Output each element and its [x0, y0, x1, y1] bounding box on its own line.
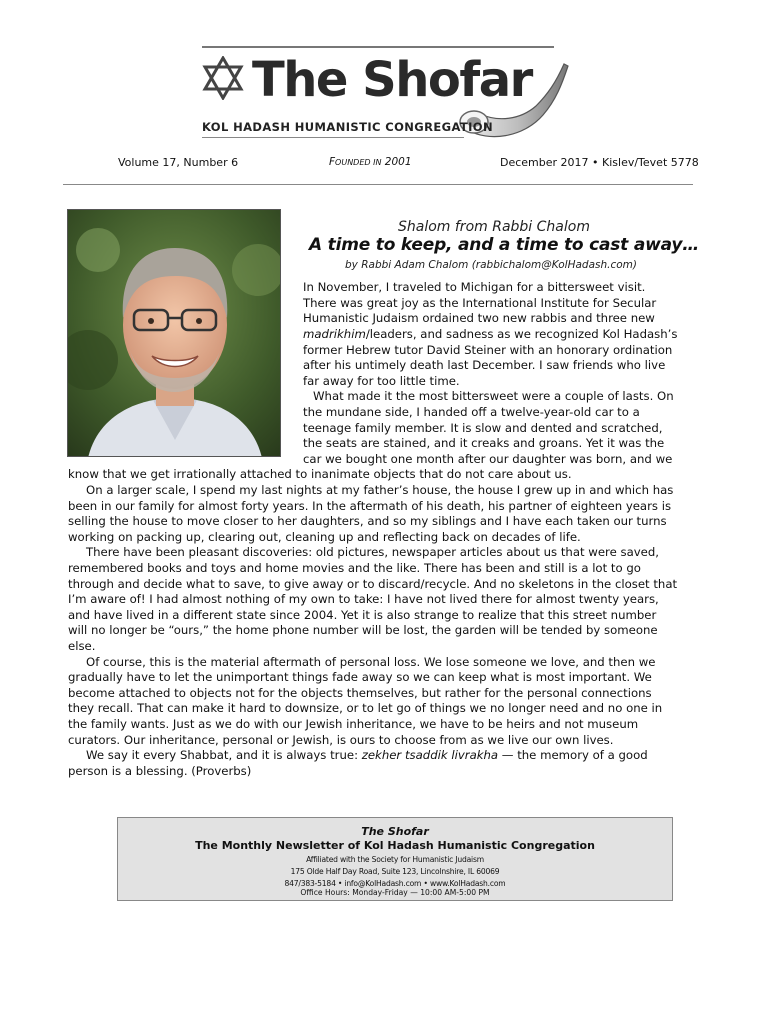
body-line: Humanistic Judaism ordained two new rabbis and three new — [303, 311, 655, 325]
article-byline: by Rabbi Adam Chalom (rabbichalom@KolHadash.com) — [345, 259, 638, 271]
body-line-text: We say it every Shabbat, and it is always true: — [86, 748, 362, 762]
body-line-text: — the memory of a good — [498, 748, 648, 762]
footer-contact: 847/383-5184 • info@KolHadash.com • www.KolHadash.com — [284, 879, 506, 888]
issue-founded — [329, 156, 412, 168]
body-line: car we bought one month after our daughter was born, and we — [303, 452, 673, 466]
body-line: far away for too little time. — [303, 374, 460, 388]
founded-part-b: OUNDED IN — [335, 158, 382, 167]
body-line: the mundane side, I handed off a twelve-year-old car to a — [303, 405, 640, 419]
body-line: will no longer be “ours,” the home phone number will be lost, the garden will be tended by someone — [68, 623, 658, 637]
body-line: There have been pleasant discoveries: old pictures, newspaper articles about us that were saved, — [86, 545, 659, 559]
body-line: teenage family member. It is slow and dented and scratched, — [303, 421, 663, 435]
body-line: been in our family for almost forty years. In the aftermath of his death, his partner of eighteen years is — [68, 499, 672, 513]
footer-name: The Shofar — [361, 825, 429, 838]
body-line: the family wants. Just as we do with our Jewish inheritance, we have to be heirs and not museum — [68, 717, 639, 731]
header-divider — [63, 184, 693, 185]
body-line: curators. Our inheritance, personal or Jewish, is ours to choose from as we live our own lives. — [68, 733, 614, 747]
masthead — [200, 42, 570, 152]
body-line: gradually have to let the unimportant things fade away so we can keep what is most important. We — [68, 670, 652, 684]
body-line: There was great joy as the International Institute for Secular — [303, 296, 657, 310]
body-line: What made it the most bittersweet were a couple of lasts. On — [313, 389, 674, 403]
body-line: become attached to objects not for the objects themselves, but rather for the personal connections — [68, 686, 652, 700]
masthead-subtitle: KOL HADASH HUMANISTIC CONGREGATION — [202, 120, 494, 134]
body-line — [86, 748, 648, 763]
body-line: else. — [68, 639, 96, 653]
zekher-phrase: zekher tsaddik livrakha — [361, 748, 499, 762]
founded-part-a: F — [329, 156, 336, 168]
article-headline: A time to keep, and a time to cast away… — [309, 235, 700, 255]
body-line: selling the house to move closer to her daughters, and so my siblings and I have each taken our turns — [68, 514, 667, 528]
footer-hours: Office Hours: Monday-Friday — 10:00 AM-5:00 PM — [300, 888, 490, 897]
footer-tagline: The Monthly Newsletter of Kol Hadash Humanistic Congregation — [195, 839, 595, 852]
footer-address: 175 Olde Half Day Road, Suite 123, Lincolnshire, IL 60069 — [290, 867, 500, 876]
body-line: through and decide what to save, to give away or to discard/recycle. And no skeletons in the closet that — [68, 577, 678, 591]
article-kicker: Shalom from Rabbi Chalom — [398, 219, 590, 235]
body-line: the seats are stained, and it creaks and groans. Yet it was the — [303, 436, 665, 450]
body-line: they recall. That can make it hard to downsize, or to let go of things we no longer need and no one in — [68, 701, 663, 715]
masthead-top-rule — [202, 46, 554, 48]
madrikhim-term: madrikhim — [303, 327, 366, 341]
newsletter-footer-box — [117, 817, 673, 901]
masthead-bottom-rule — [202, 137, 464, 138]
body-line — [303, 327, 677, 342]
body-line: know that we get irrationally attached to inanimate objects that do not care about us. — [68, 467, 572, 481]
body-line-text: /leaders, and sadness as we recognized Kol Hadash’s — [365, 327, 678, 341]
shofar-horn-icon — [428, 60, 573, 152]
body-line: Of course, this is the material aftermath of personal loss. We lose someone we love, and then we — [86, 655, 656, 669]
founded-part-c: 2001 — [381, 156, 412, 168]
body-line: I’m aware of! I had almost nothing of my own to take: I have not lived there for almost twenty years, — [68, 592, 659, 606]
rabbi-portrait-photo — [67, 209, 281, 457]
body-line: former Hebrew tutor David Steiner with an honorary ordination — [303, 343, 673, 357]
issue-volume: Volume 17, Number 6 — [118, 156, 239, 169]
body-line: working on packing up, clearing out, cleaning up and reflecting back on decades of life. — [68, 530, 581, 544]
body-line: In November, I traveled to Michigan for a bittersweet visit. — [303, 280, 646, 294]
masthead-title: The Shofar — [252, 52, 532, 108]
footer-affiliation: Affiliated with the Society for Humanistic Judaism — [306, 855, 484, 864]
body-line: after his untimely death last December. I saw friends who live — [303, 358, 666, 372]
body-line: remembered books and toys and home movies and the like. There has been and still is a lot to go — [68, 561, 641, 575]
star-of-david-icon — [202, 56, 244, 100]
body-line: On a larger scale, I spend my last nights at my father’s house, the house I grew up in and which has — [86, 483, 674, 497]
body-line: person is a blessing. (Proverbs) — [68, 764, 252, 778]
issue-date: December 2017 • Kislev/Tevet 5778 — [500, 156, 699, 169]
body-line: and have lived in a different state since 2004. Yet it is also strange to realize that this street number — [68, 608, 657, 622]
